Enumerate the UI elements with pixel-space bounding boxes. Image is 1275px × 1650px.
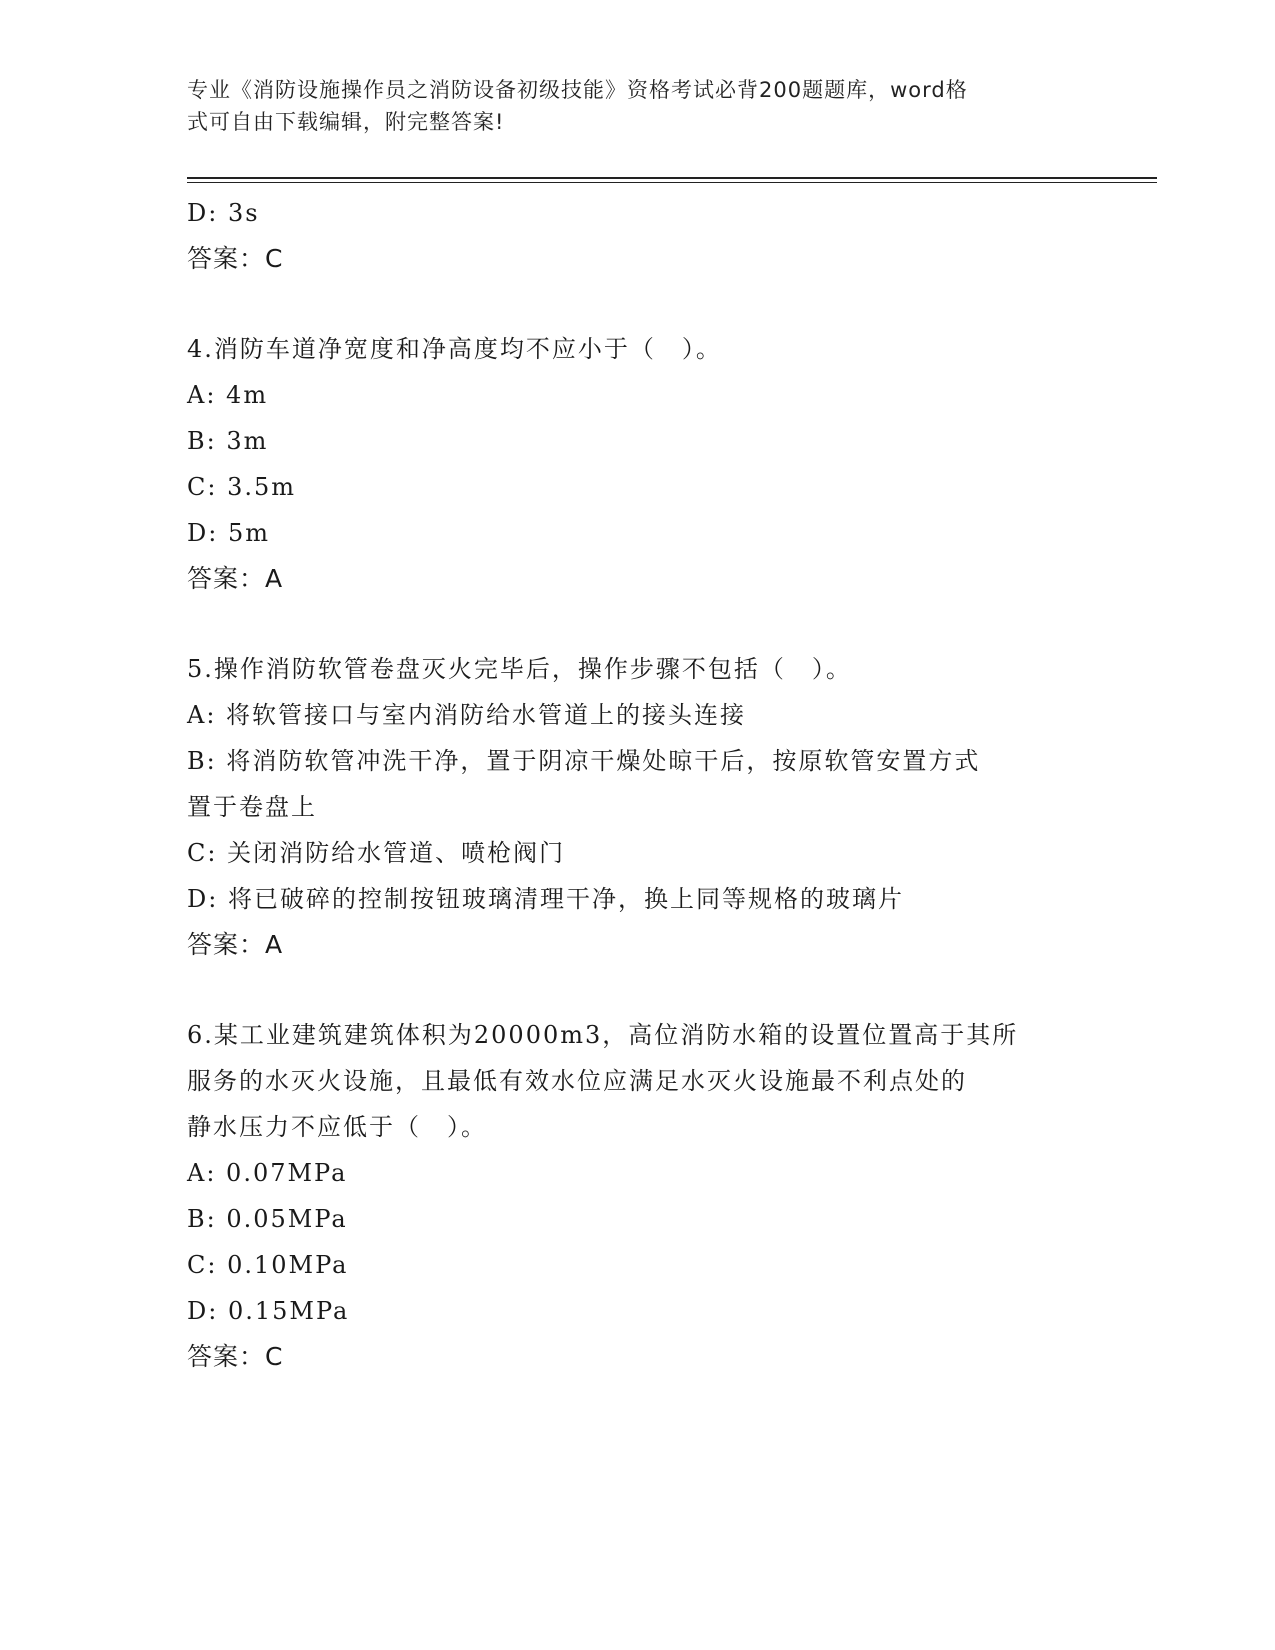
q6-option-c: C: 0.10MPa bbox=[187, 1251, 349, 1279]
q4-option-a: A: 4m bbox=[187, 381, 269, 409]
header-rule-thin bbox=[187, 182, 1157, 183]
q6-option-a: A: 0.07MPa bbox=[187, 1159, 348, 1187]
question-6 bbox=[187, 1012, 1087, 1380]
q6-stem-line-1: 6.某工业建筑建筑体积为20000m3，高位消防水箱的设置位置高于其所 bbox=[187, 1021, 1019, 1049]
q5-option-c: C: 关闭消防给水管道、喷枪阀门 bbox=[187, 839, 566, 867]
question-5 bbox=[187, 646, 1087, 968]
spacer bbox=[187, 968, 1087, 1012]
header-line-2: 式可自由下载编辑，附完整答案! bbox=[187, 110, 505, 134]
q4-answer: 答案：A bbox=[187, 564, 284, 593]
question-list bbox=[187, 190, 1087, 1380]
document-header bbox=[187, 74, 1067, 138]
q6-option-d: D: 0.15MPa bbox=[187, 1297, 350, 1325]
spacer bbox=[187, 602, 1087, 646]
question-3-tail bbox=[187, 190, 1087, 282]
header-line-1: 专业《消防设施操作员之消防设备初级技能》资格考试必背200题题库，word格 bbox=[187, 78, 968, 102]
q5-option-b-line-2: 置于卷盘上 bbox=[187, 793, 317, 821]
q4-stem: 4.消防车道净宽度和净高度均不应小于（ ）。 bbox=[187, 335, 722, 363]
q3-option-d: D: 3s bbox=[187, 199, 260, 227]
q3-answer: 答案：C bbox=[187, 244, 284, 273]
q6-option-b: B: 0.05MPa bbox=[187, 1205, 348, 1233]
question-4 bbox=[187, 326, 1087, 602]
q4-option-b: B: 3m bbox=[187, 427, 269, 455]
spacer bbox=[187, 282, 1087, 326]
q6-stem-line-2: 服务的水灭火设施，且最低有效水位应满足水灭火设施最不利点处的 bbox=[187, 1067, 967, 1095]
q5-option-b-line-1: B: 将消防软管冲洗干净，置于阴凉干燥处晾干后，按原软管安置方式 bbox=[187, 747, 981, 775]
q5-option-d: D: 将已破碎的控制按钮玻璃清理干净，换上同等规格的玻璃片 bbox=[187, 885, 904, 913]
q5-answer: 答案：A bbox=[187, 930, 284, 959]
header-rule-thick bbox=[187, 177, 1157, 179]
q5-stem: 5.操作消防软管卷盘灭火完毕后，操作步骤不包括（ ）。 bbox=[187, 655, 852, 683]
q6-answer: 答案：C bbox=[187, 1342, 284, 1371]
q4-option-d: D: 5m bbox=[187, 519, 270, 547]
q4-option-c: C: 3.5m bbox=[187, 473, 297, 501]
q5-option-a: A: 将软管接口与室内消防给水管道上的接头连接 bbox=[187, 701, 747, 729]
q6-stem-line-3: 静水压力不应低于（ ）。 bbox=[187, 1113, 487, 1141]
